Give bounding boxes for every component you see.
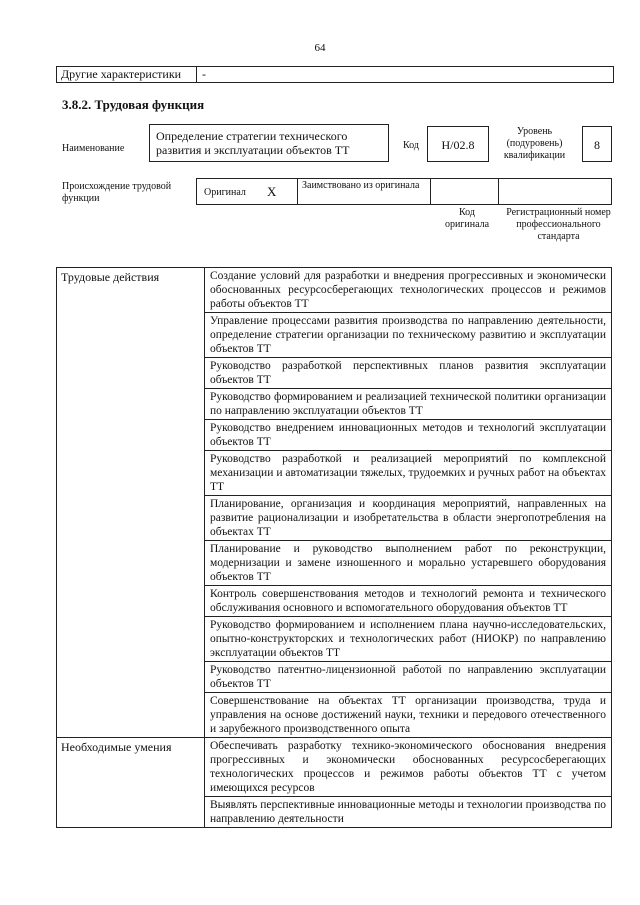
original-cell: [197, 179, 298, 204]
labor-action-item: Руководство патентно-лицензионной работой по направлению эксплуатации объектов ТТ: [205, 662, 612, 693]
labor-action-item: Руководство разработкой перспективных планов развития эксплуатации объектов ТТ: [205, 358, 612, 389]
labor-action-item: Руководство разработкой и реализацией мероприятий по комплексной механизации и автоматизации тяжелых, трудоемких и ручных работ на объектах ТТ: [205, 451, 612, 496]
function-name-label: Наименование: [62, 143, 125, 154]
labor-action-item: Руководство внедрением инновационных методов и технологий эксплуатации объектов ТТ: [205, 420, 612, 451]
page-number: 64: [314, 42, 326, 54]
other-characteristics-value: -: [202, 67, 206, 81]
labor-action-item: Управление процессами развития производства по направлению деятельности, определение стратегии организации по техническому развитию и эксплуатации объектов ТТ: [205, 313, 612, 358]
original-mark: X: [267, 184, 277, 199]
origin-table: [196, 178, 612, 205]
other-characteristics-row: [56, 66, 614, 83]
labor-actions-label: Трудовые действия: [57, 268, 205, 738]
function-name-value: Определение стратегии технического развития и эксплуатации объектов ТТ: [149, 124, 389, 162]
skill-item: Выявлять перспективные инновационные методы и технологии производства по направлению деятельности: [205, 797, 612, 828]
other-characteristics-label: Другие характеристики: [61, 67, 182, 81]
divider: [196, 67, 197, 82]
table-row: [57, 268, 612, 313]
labor-action-item: Совершенствование на объектах ТТ организации производства, труда и управления на основе достижений науки, техники и передового отечественного и зарубежного производственного опыта: [205, 693, 612, 738]
registration-number-cell: [499, 179, 611, 204]
labor-action-item: Руководство формированием и реализацией технической политики организации по направлению эксплуатации объектов ТТ: [205, 389, 612, 420]
labor-action-item: Планирование, организация и координация мероприятий, направленных на развитие рационализации и изобретательства в области энергопотребления на объектах ТТ: [205, 496, 612, 541]
code-of-original-label: Код оригинала: [444, 207, 490, 230]
original-label: Оригинал: [204, 187, 246, 198]
skill-item: Обеспечивать разработку технико-экономического обоснования внедрения прогрессивных и экономически обоснованных ресурсосберегающих технологических процессов и режимов работы объектов ТТ с учетом имеющихся ресурсов: [205, 738, 612, 797]
origin-label: Происхождение трудовой функции: [62, 181, 172, 204]
qualification-level-value: 8: [582, 126, 612, 162]
qualification-level-label: Уровень (подуровень) квалификации: [503, 126, 566, 161]
code-value: Н/02.8: [427, 126, 489, 162]
code-of-original-cell: [431, 179, 499, 204]
labor-action-item: Руководство формированием и исполнением плана научно-исследовательских, опытно-конструкторских и технологических работ (НИОКР) по направлению эксплуатации объектов ТТ: [205, 617, 612, 662]
registration-number-label: Регистрационный номер профессионального стандарта: [506, 207, 611, 242]
table-row: [57, 738, 612, 797]
labor-action-item: Контроль совершенствования методов и технологий ремонта и технического обслуживания основного и вспомогательного оборудования объектов ТТ: [205, 586, 612, 617]
section-title: 3.8.2. Трудовая функция: [62, 97, 205, 112]
borrowed-cell: [298, 179, 431, 204]
required-skills-label: Необходимые умения: [57, 738, 205, 828]
labor-action-item: Создание условий для разработки и внедрения прогрессивных и экономически обоснованных ресурсосберегающих технологических процессов и режимов работы объектов ТТ: [205, 268, 612, 313]
borrowed-label: Заимствовано из оригинала: [302, 180, 420, 191]
function-details-table: [56, 267, 612, 828]
labor-action-item: Планирование и руководство выполнением работ по реконструкции, модернизации и замене изношенного и морально устаревшего оборудования объектов ТТ: [205, 541, 612, 586]
code-label: Код: [403, 140, 419, 151]
